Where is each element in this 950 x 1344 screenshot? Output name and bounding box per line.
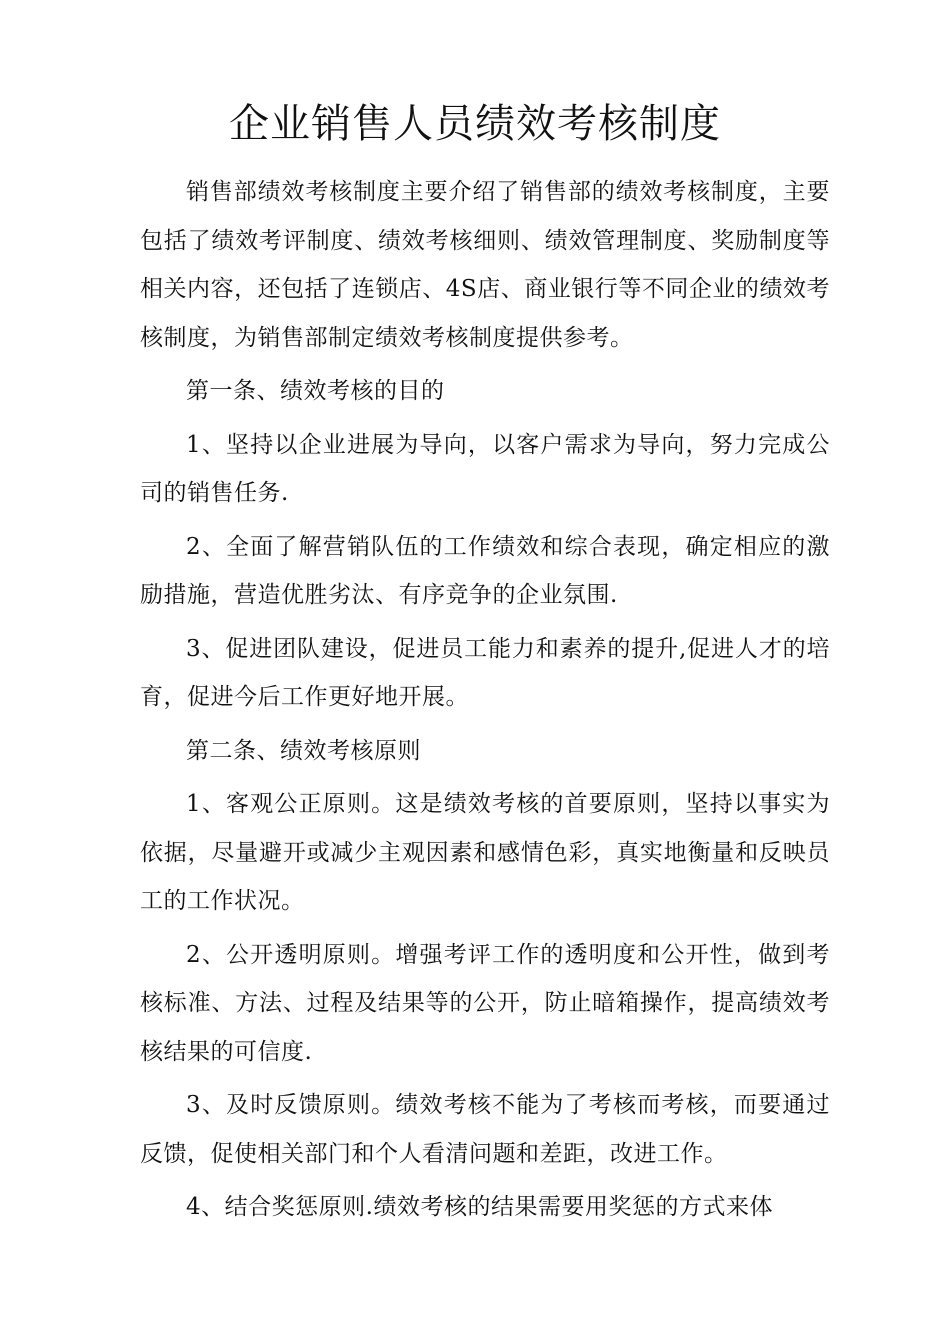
purpose-item-1: 1、坚持以企业进展为导向，以客户需求为导向，努力完成公司的销售任务.: [140, 431, 830, 506]
purpose-item-3: 3、促进团队建设，促进员工能力和素养的提升,促进人才的培育，促进今后工作更好地开展。: [140, 635, 830, 710]
principle-item-1: 1、客观公正原则。这是绩效考核的首要原则，坚持以事实为依据，尽量避开或减少主观因素和感情色彩，真实地衡量和反映员工的工作状况。: [140, 791, 830, 914]
section-heading-principles: 第二条、绩效考核原则: [186, 737, 421, 764]
section-heading-purpose: 第一条、绩效考核的目的: [186, 378, 445, 404]
document-title: 企业销售人员绩效考核制度: [229, 101, 721, 147]
principle-item-4: 4、结合奖惩原则.绩效考核的结果需要用奖惩的方式来体: [186, 1194, 773, 1220]
principle-item-2: 2、公开透明原则。增强考评工作的透明度和公开性，做到考核标准、方法、过程及结果等的公开，防止暗箱操作，提高绩效考核结果的可信度.: [140, 941, 830, 1065]
intro-paragraph: 销售部绩效考核制度主要介绍了销售部的绩效考核制度，主要包括了绩效考评制度、绩效考核细则、绩效管理制度、奖励制度等相关内容，还包括了连锁店、4S店、商业银行等不同企业的绩效考核制度，为销售部制定绩效考核制度提供参考。: [140, 179, 830, 351]
document-body: [140, 168, 830, 1237]
principle-item-3: 3、及时反馈原则。绩效考核不能为了考核而考核，而要通过反馈，促使相关部门和个人看清问题和差距，改进工作。: [140, 1092, 830, 1167]
purpose-item-2: 2、全面了解营销队伍的工作绩效和综合表现，确定相应的激励措施，营造优胜劣汰、有序竞争的企业氛围.: [140, 533, 830, 608]
